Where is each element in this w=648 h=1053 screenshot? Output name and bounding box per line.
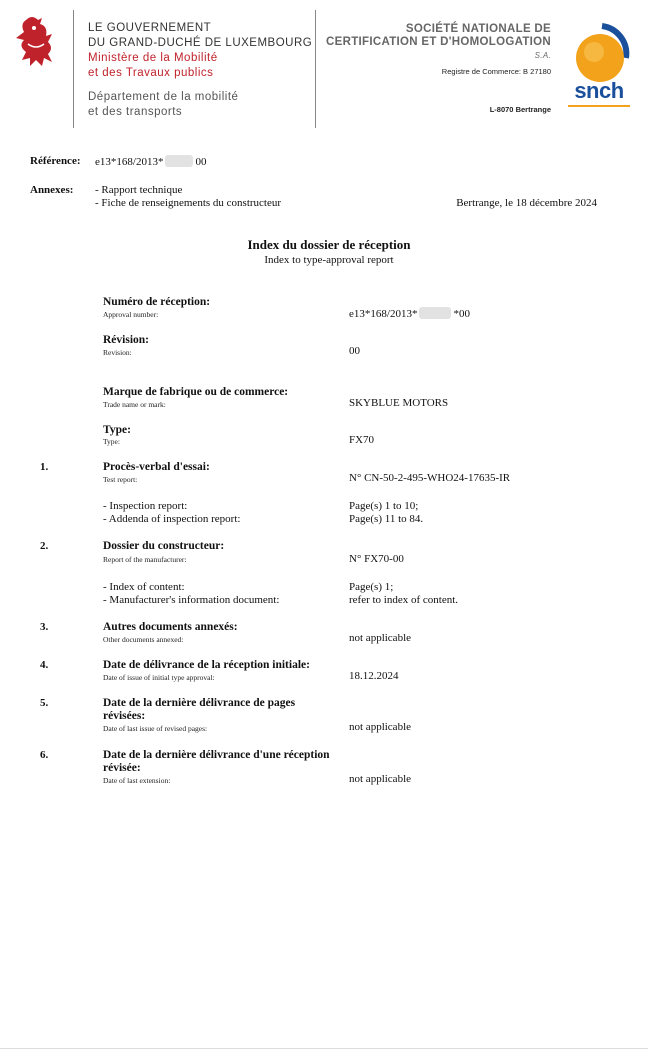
- inspection-report-label: - Inspection report:: [103, 500, 188, 512]
- initial-approval-date-value: 18.12.2024: [349, 670, 399, 682]
- luxembourg-lion-emblem: [12, 14, 62, 70]
- trade-name-label: Marque de fabrique ou de commerce:: [103, 386, 289, 398]
- other-documents-value: not applicable: [349, 632, 412, 644]
- snch-sa: S.A.: [534, 51, 551, 60]
- trade-name-value: SKYBLUE MOTORS: [349, 397, 449, 409]
- page-bottom-edge: [0, 1048, 648, 1049]
- item-number-2: 2.: [40, 540, 49, 552]
- redaction-mark: [419, 307, 451, 319]
- test-report-sublabel: Test report:: [103, 475, 138, 484]
- approval-number-value: [349, 307, 470, 320]
- dept-line-1: Département de la mobilité: [88, 91, 239, 103]
- redaction-mark: [165, 155, 193, 167]
- revised-pages-sublabel: Date of last issue of revised pages:: [103, 724, 208, 733]
- initial-approval-date-label: Date de délivrance de la réception initiale:: [103, 659, 310, 671]
- header-divider-left: [73, 10, 74, 128]
- snch-logo-text: snch: [574, 78, 624, 103]
- reference-prefix: e13*168/2013*: [95, 156, 164, 168]
- revised-pages-label-line1: Date de la dernière délivrance de pages: [103, 697, 296, 709]
- ministry-line-1: Ministère de la Mobilité: [88, 52, 218, 64]
- other-documents-label: Autres documents annexés:: [103, 621, 238, 633]
- item-number-6: 6.: [40, 749, 49, 761]
- header-divider-right: [315, 10, 316, 128]
- place-date: Bertrange, le 18 décembre 2024: [456, 197, 597, 209]
- manufacturer-file-sublabel: Report of the manufacturer:: [103, 555, 187, 564]
- addenda-value: Page(s) 11 to 84.: [349, 513, 424, 525]
- item-number-5: 5.: [40, 697, 49, 709]
- last-extension-label-line1: Date de la dernière délivrance d'une réception: [103, 749, 330, 761]
- addenda-label: - Addenda of inspection report:: [103, 513, 241, 525]
- gov-line-2: DU GRAND-DUCHÉ DE LUXEMBOURG: [88, 37, 313, 49]
- annex-item-2: - Fiche de renseignements du constructeur: [95, 197, 282, 209]
- reference-value: [95, 155, 206, 169]
- document-title: Index du dossier de réception: [247, 237, 411, 252]
- manufacturer-file-label: Dossier du constructeur:: [103, 540, 225, 552]
- snch-sphere-icon: [566, 22, 632, 86]
- inspection-report-value: Page(s) 1 to 10;: [349, 500, 419, 512]
- reference-suffix: 00: [195, 156, 207, 168]
- snch-logo: [566, 22, 632, 110]
- dept-line-2: et des transports: [88, 106, 183, 118]
- revision-sublabel: Revision:: [103, 348, 132, 357]
- item-number-1: 1.: [40, 461, 49, 473]
- manufacturer-file-value: N° FX70-00: [349, 553, 404, 565]
- annexes-label: Annexes:: [30, 184, 74, 196]
- approval-prefix: e13*168/2013*: [349, 308, 418, 320]
- snch-line-2: CERTIFICATION ET D'HOMOLOGATION: [326, 36, 551, 48]
- document-subtitle: Index to type-approval report: [264, 254, 394, 266]
- revision-label: Révision:: [103, 334, 149, 346]
- snch-line-1: SOCIÉTÉ NATIONALE DE: [405, 23, 551, 35]
- index-of-content-value: Page(s) 1;: [349, 581, 394, 593]
- last-extension-value: not applicable: [349, 773, 412, 785]
- snch-address: L-8070 Bertrange: [489, 105, 551, 114]
- ministry-line-2: et des Travaux publics: [88, 67, 214, 79]
- government-name: [88, 21, 312, 120]
- last-extension-label-line2: révisée:: [103, 762, 141, 774]
- registre-commerce: Registre de Commerce: B 27180: [441, 67, 551, 76]
- type-sublabel: Type:: [103, 437, 120, 446]
- approval-number-label: Numéro de réception:: [103, 296, 211, 308]
- information-document-value: refer to index of content.: [349, 594, 459, 606]
- approval-number-sublabel: Approval number:: [103, 310, 159, 319]
- item-number-3: 3.: [40, 621, 49, 633]
- index-of-content-label: - Index of content:: [103, 581, 185, 593]
- initial-approval-date-sublabel: Date of issue of initial type approval:: [103, 673, 215, 682]
- reference-label: Référence:: [30, 155, 81, 167]
- information-document-label: - Manufacturer's information document:: [103, 594, 280, 606]
- snch-name: [320, 23, 551, 62]
- revision-value: 00: [349, 345, 360, 357]
- snch-logo-underline: [568, 105, 630, 107]
- revised-pages-label-line2: révisées:: [103, 710, 146, 722]
- approval-suffix: *00: [453, 308, 470, 320]
- last-extension-sublabel: Date of last extension:: [103, 776, 171, 785]
- test-report-label: Procès-verbal d'essai:: [103, 461, 210, 473]
- other-documents-sublabel: Other documents annexed:: [103, 635, 184, 644]
- annex-item-1: - Rapport technique: [95, 184, 183, 196]
- test-report-value: N° CN-50-2-495-WHO24-17635-IR: [349, 472, 511, 484]
- type-value: FX70: [349, 434, 375, 446]
- trade-name-sublabel: Trade name or mark:: [103, 400, 166, 409]
- revised-pages-value: not applicable: [349, 721, 412, 733]
- type-label: Type:: [103, 424, 131, 436]
- gov-line-1: LE GOUVERNEMENT: [88, 22, 212, 34]
- item-number-4: 4.: [40, 659, 49, 671]
